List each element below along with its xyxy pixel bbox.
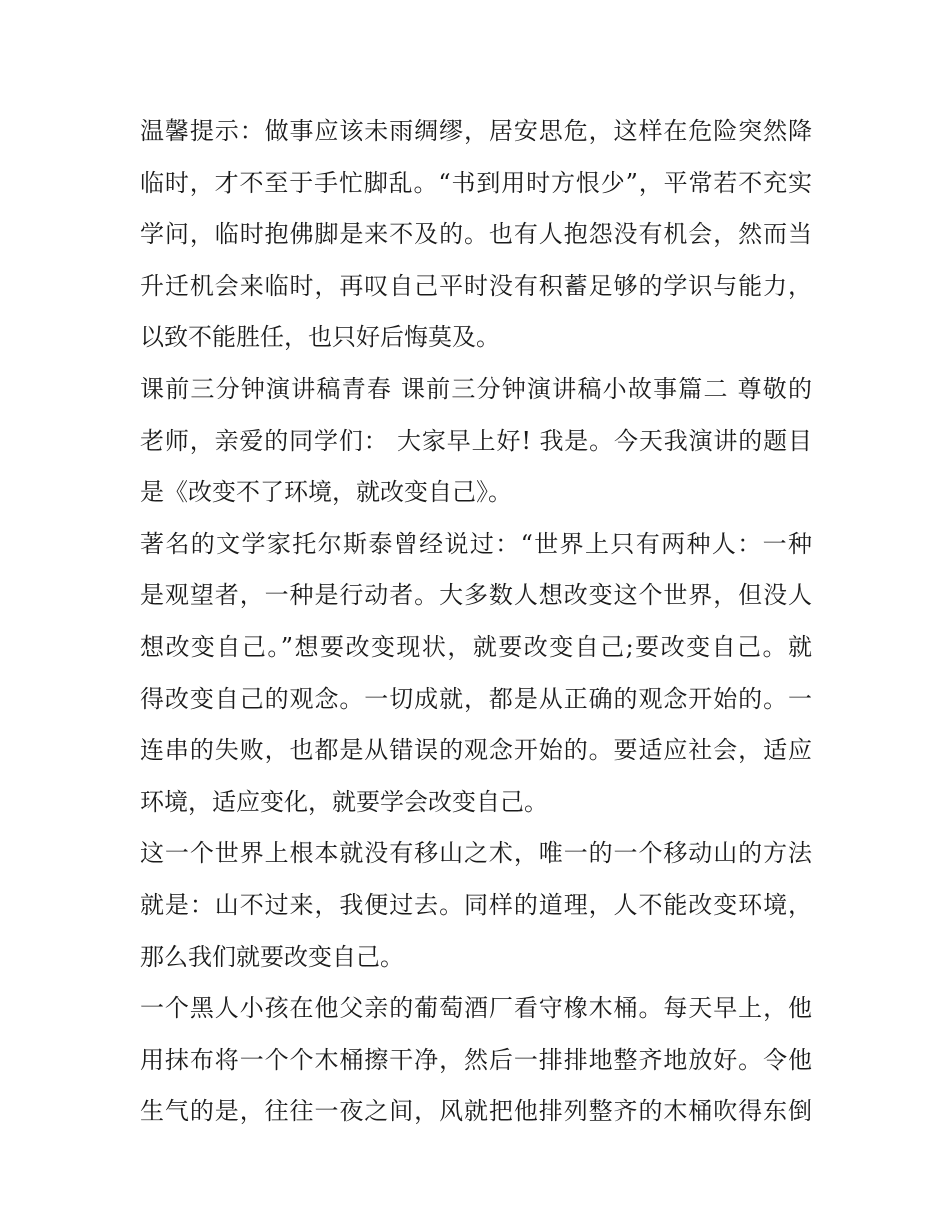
- text-line: 临时，才不至于手忙脚乱。“书到用时方恨少”，平常若不充实: [140, 168, 812, 197]
- text-line: 环境，适应变化，就要学会改变自己。: [140, 787, 548, 816]
- text-line: 课前三分钟演讲稿青春 课前三分钟演讲稿小故事篇二 尊敬的: [140, 374, 812, 403]
- text-line: 这一个世界上根本就没有移山之术，唯一的一个移动山的方法: [140, 839, 812, 868]
- paragraph-tolstoy-quote: [140, 519, 812, 829]
- text-line: 用抹布将一个个木桶擦干净，然后一排排地整齐地放好。令他: [140, 1045, 812, 1074]
- text-line: 学问，临时抱佛脚是来不及的。也有人抱怨没有机会，然而当: [140, 220, 812, 249]
- text-line: 生气的是，往往一夜之间，风就把他排列整齐的木桶吹得东倒: [140, 1097, 812, 1126]
- text-line: 就是：山不过来，我便过去。同样的道理，人不能改变环境，: [140, 890, 812, 919]
- text-line: 温馨提示：做事应该未雨绸缪，居安思危，这样在危险突然降: [140, 117, 812, 145]
- paragraph-mountain: [140, 828, 812, 983]
- text-line: 著名的文学家托尔斯泰曾经说过：“世界上只有两种人：一种: [140, 529, 812, 558]
- text-line: 一个黑人小孩在他父亲的葡萄酒厂看守橡木桶。每天早上，他: [140, 994, 812, 1023]
- text-line: 老师，亲爱的同学们： 大家早上好! 我是。今天我演讲的题目: [140, 426, 812, 455]
- text-line: 是观望者，一种是行动者。大多数人想改变这个世界，但没人: [140, 581, 812, 610]
- paragraph-barrel-story: [140, 983, 812, 1138]
- text-line: 升迁机会来临时，再叹自己平时没有积蓄足够的学识与能力，: [140, 271, 812, 300]
- text-line: 想改变自己。”想要改变现状，就要改变自己;要改变自己。就: [140, 632, 812, 661]
- document-body: [140, 106, 812, 1138]
- text-line: 连串的失败，也都是从错误的观念开始的。要适应社会，适应: [140, 736, 812, 765]
- text-line: 那么我们就要改变自己。: [140, 942, 404, 971]
- text-line: 得改变自己的观念。一切成就，都是从正确的观念开始的。一: [140, 684, 812, 713]
- text-line: 以致不能胜任，也只好后悔莫及。: [140, 323, 500, 352]
- text-line: 是《改变不了环境，就改变自己》。: [140, 478, 512, 507]
- paragraph-warm-tip: [140, 106, 812, 364]
- paragraph-speech-intro: [140, 364, 812, 519]
